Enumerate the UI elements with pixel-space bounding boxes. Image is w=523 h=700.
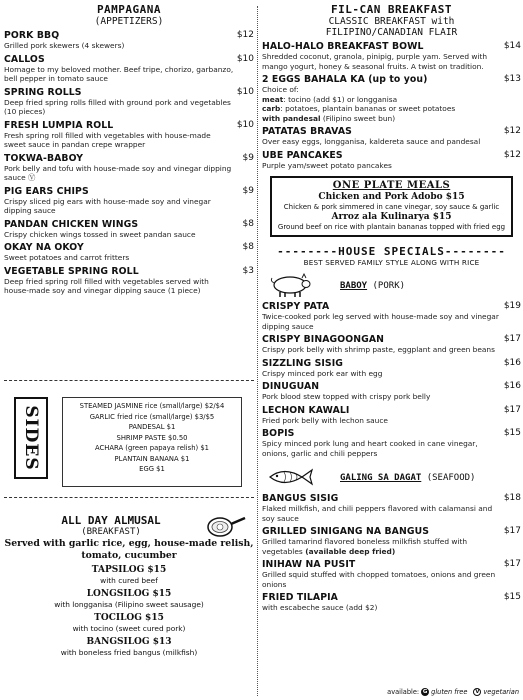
sides-label-box (14, 397, 48, 479)
item-pandesal (262, 114, 521, 124)
filcan-subtitle-1: CLASSIC BREAKFAST with (328, 16, 455, 27)
item-name: PATATAS BRAVAS (262, 126, 352, 137)
menu-item (262, 334, 521, 355)
item-name: SPRING ROLLS (4, 86, 82, 98)
almusal-item-desc: with longganisa (Filipino sweet sausage) (54, 600, 204, 609)
pandesal-label: with pandesal (262, 113, 321, 123)
item-description-text: Spicy minced pork lung and heart cooked in cane vinegar, onions, garlic and chili peppers (262, 439, 478, 458)
item-description (262, 369, 521, 379)
menu-item (262, 301, 521, 331)
one-plate-title: ONE PLATE MEALS (332, 180, 451, 191)
dietary-legend (387, 688, 519, 696)
item-price: $16 (503, 357, 521, 368)
item-price: $17 (503, 559, 521, 569)
almusal-item-name: TOCILOG $15 (94, 613, 164, 623)
item-description (4, 41, 254, 51)
menu-item (4, 153, 254, 183)
category-translation: (SEAFOOD) (426, 473, 476, 483)
item-name: CRISPY BINAGOONGAN (262, 334, 385, 345)
one-plate-item-name: Arroz ala Kulinarya $15 (331, 212, 452, 222)
almusal-section (4, 514, 254, 658)
item-price: $19 (503, 301, 521, 311)
item-name: 2 EGGS BAHALA KA (up to you) (262, 74, 428, 85)
category-dagat (262, 464, 521, 490)
item-description-text: Fresh spring roll filled with vegetables with house-made sweet sauce in pandan crepe wrapper (4, 130, 211, 149)
item-price: $9 (242, 152, 254, 163)
item-name: UBE PANCAKES (262, 149, 343, 161)
item-description-text: Crispy chicken wings tossed in sweet pandan sauce (4, 229, 196, 239)
sides-title: SIDES (21, 405, 41, 471)
item-carb-choice (262, 104, 521, 114)
item-description (262, 439, 521, 458)
category-baboy (262, 272, 521, 298)
item-name: VEGETABLE SPRING ROLL (4, 265, 139, 277)
item-description (262, 504, 521, 523)
item-price: $12 (503, 149, 521, 160)
item-price: $13 (503, 74, 521, 84)
item-price: $17 (503, 404, 521, 415)
divider-line (4, 380, 254, 381)
item-price: $17 (503, 334, 521, 344)
item-description-text: Twice-cooked pork leg served with house-made soy and vinegar dipping sauce (262, 312, 499, 331)
menu-item (262, 405, 521, 426)
item-name: BANGUS SISIG (262, 493, 339, 504)
sides-item: PANDESAL $1 (128, 423, 176, 431)
menu-item (262, 493, 521, 523)
item-description (4, 65, 254, 84)
house-specials-title: --------HOUSE SPECIALS-------- (277, 245, 506, 258)
item-price: $10 (236, 53, 254, 64)
menu-item (4, 120, 254, 150)
category-label (340, 473, 475, 483)
item-description-text: Grilled tamarind flavored boneless milkfish stuffed with vegetables (262, 537, 468, 556)
item-description (4, 197, 254, 216)
item-description (262, 537, 521, 556)
pig-icon (266, 272, 314, 298)
item-name: CRISPY PATA (262, 301, 330, 312)
sides-item: SHRIMP PASTE $0.50 (116, 433, 188, 442)
item-description-text: Crispy pork belly with shrimp paste, eggplant and green beans (262, 345, 495, 354)
item-price: $18 (503, 493, 521, 503)
almusal-item (4, 589, 254, 610)
menu-item (262, 358, 521, 379)
menu-item-patatas-bravas (262, 126, 521, 147)
sides-item: ACHARA (green papaya relish) $1 (95, 444, 209, 452)
almusal-subtitle: (BREAKFAST) (81, 527, 141, 537)
almusal-title: ALL DAY ALMUSAL (61, 514, 161, 527)
meat-options: : tocino (add $1) or longganisa (283, 94, 398, 104)
filcan-title: FIL-CAN BREAKFAST (330, 4, 453, 16)
item-price: $10 (236, 86, 254, 97)
item-description (4, 164, 254, 183)
item-name: DINUGUAN (262, 381, 320, 392)
appetizers-list (4, 30, 254, 296)
item-price: $9 (242, 185, 254, 196)
menu-item-2-eggs (262, 74, 521, 123)
item-price: $15 (503, 592, 521, 602)
item-description (262, 416, 521, 426)
almusal-item (4, 565, 254, 586)
item-description-text: Deep fried spring roll filled with vegetables served with house-made soy and vinegar dipping sauce (1 piece) (4, 276, 209, 295)
carb-label: carb (262, 104, 281, 113)
item-name: HALO-HALO BREAKFAST BOWL (262, 41, 424, 52)
menu-item (262, 381, 521, 402)
item-description-text: Crispy minced pork ear with egg (262, 368, 383, 378)
appetizers-title: PAMPAGANA (96, 4, 162, 16)
item-name: FRESH LUMPIA ROLL (4, 119, 114, 131)
sides-item: STEAMED JASMINE rice (small/large) $2/$4 (79, 402, 225, 410)
one-plate-item-name: Chicken and Pork Adobo $15 (318, 192, 465, 202)
item-price: $12 (503, 126, 521, 136)
menu-item (4, 30, 254, 51)
appetizers-subtitle: (APPETIZERS) (94, 16, 164, 27)
almusal-item-desc: with cured beef (100, 576, 158, 585)
legend-gluten-free: gluten free (431, 688, 468, 696)
menu-item (4, 186, 254, 216)
category-label (340, 281, 405, 291)
sides-section (4, 394, 254, 490)
item-description: Purple yam/sweet potato pancakes (262, 160, 392, 170)
item-description-text: Pork blood stew topped with crispy pork belly (262, 392, 431, 401)
item-description-text: Grilled pork skewers (4 skewers) (4, 41, 125, 50)
item-description (262, 345, 521, 355)
column-divider (257, 6, 258, 696)
meat-label: meat (262, 94, 284, 104)
menu-item-halo-halo (262, 41, 521, 71)
item-meat-choice (262, 95, 521, 105)
category-name: GALING SA DAGAT (340, 473, 422, 483)
almusal-item-name: LONGSILOG $15 (86, 589, 172, 599)
item-description-text: Fried pork belly with lechon sauce (262, 415, 388, 425)
one-plate-item-desc: Chicken & pork simmered in cane vinegar, soy sauce & garlic (283, 203, 500, 211)
sides-item: PLANTAIN BANANA $1 (114, 454, 190, 463)
menu-item (262, 559, 521, 589)
item-description (262, 392, 521, 402)
item-price: $10 (236, 119, 254, 130)
dagat-list (262, 493, 521, 613)
sides-item: GARLIC fried rice (small/large) $3/$5 (89, 412, 215, 421)
item-price: $8 (242, 218, 254, 229)
item-description (262, 603, 521, 613)
item-description (4, 131, 254, 150)
menu-item (4, 266, 254, 296)
almusal-item (4, 637, 254, 658)
item-price: $15 (503, 428, 521, 438)
category-name: BABOY (340, 281, 368, 291)
item-name: PIG EARS CHIPS (4, 185, 89, 197)
item-description (4, 277, 254, 296)
menu-item (4, 87, 254, 117)
item-price: $12 (236, 30, 254, 40)
item-name: TOKWA-BABOY (4, 152, 84, 164)
item-description-text: with escabeche sauce (add $2) (262, 603, 378, 612)
almusal-list (4, 565, 254, 658)
item-description-text: Grilled squid stuffed with chopped tomatoes, onions and green onions (262, 570, 496, 589)
frying-pan-icon (206, 514, 246, 540)
item-name: SIZZLING SISIG (262, 357, 344, 369)
divider-line (4, 497, 254, 498)
item-description (4, 230, 254, 240)
legend-available-label: available: (387, 688, 420, 696)
almusal-item-name: TAPSILOG $15 (91, 565, 167, 575)
item-description (4, 98, 254, 117)
item-name: PANDAN CHICKEN WINGS (4, 218, 139, 230)
menu-item (262, 526, 521, 556)
baboy-list (262, 301, 521, 458)
vegetarian-icon: V (475, 689, 480, 695)
item-name: OKAY NA OKOY (4, 242, 84, 253)
item-description-text: Deep fried spring rolls filled with ground pork and vegetables (10 pieces) (4, 97, 231, 116)
left-column (4, 4, 254, 296)
category-translation: (PORK) (372, 281, 406, 291)
item-price: $8 (242, 242, 254, 252)
menu-item (4, 242, 254, 263)
item-description-text: Crispy sliced pig ears with house-made soy and vinegar dipping sauce (4, 196, 211, 215)
item-description: Shredded coconut, granola, pinipig, purple yam. Served with mango yogurt, honey & seasonal fruits. A twist on tradition. (262, 52, 488, 71)
item-description (4, 253, 254, 263)
almusal-served-note: Served with garlic rice, egg, house-made relish, tomato, cucumber (4, 538, 254, 561)
gluten-free-icon: G (422, 689, 428, 695)
item-name: INIHAW NA PUSIT (262, 559, 356, 570)
menu-item (4, 219, 254, 240)
fish-icon (266, 464, 316, 490)
item-note: (available deep fried) (302, 546, 396, 556)
almusal-item-desc: with boneless fried bangus (milkfish) (60, 648, 198, 657)
item-price: $16 (503, 381, 521, 391)
item-price: $3 (242, 265, 254, 276)
item-description (262, 312, 521, 331)
menu-item-ube-pancakes (262, 150, 521, 171)
legend-vegetarian: vegetarian (483, 688, 519, 696)
item-description: Over easy eggs, longganisa, kaldereta sauce and pandesal (262, 137, 481, 146)
item-description (262, 570, 521, 589)
item-name: PORK BBQ (4, 30, 60, 41)
item-name: LECHON KAWALI (262, 404, 350, 416)
item-name: FRIED TILAPIA (262, 592, 338, 603)
item-name: BOPIS (262, 428, 295, 439)
item-description-text: Sweet potatoes and carrot fritters (4, 253, 130, 262)
menu-item (262, 592, 521, 613)
pandesal-note: (Filipino sweet bun) (320, 113, 396, 123)
item-choice: Choice of: (262, 85, 299, 94)
item-price: $17 (503, 526, 521, 536)
one-plate-meals-box (270, 176, 513, 237)
almusal-item (4, 613, 254, 634)
item-name: GRILLED SINIGANG NA BANGUS (262, 526, 430, 537)
item-description-text: Pork belly and tofu with house-made soy and vinegar dipping sauce Ⓥ (4, 163, 232, 182)
menu-item (262, 428, 521, 458)
item-description-text: Homage to my beloved mother. Beef tripe, chorizo, garbanzo, bell pepper in tomato sauce (4, 64, 234, 83)
sides-item: EGG $1 (139, 465, 165, 473)
item-name: CALLOS (4, 53, 45, 65)
filcan-subtitle-2: FILIPINO/CANADIAN FLAIR (325, 27, 458, 38)
house-specials-subtitle: BEST SERVED FAMILY STYLE ALONG WITH RICE (303, 258, 480, 267)
almusal-item-desc: with tocino (sweet cured pork) (72, 624, 186, 633)
almusal-item-name: BANGSILOG $13 (86, 637, 172, 647)
right-column (262, 4, 521, 613)
item-price: $14 (503, 41, 521, 51)
sides-list (62, 397, 242, 487)
item-description-text: Flaked milkfish, and chili peppers flavored with calamansi and soy sauce (262, 504, 493, 523)
menu-item (4, 54, 254, 84)
one-plate-item-desc: Ground beef on rice with plantain bananas topped with fried egg (277, 223, 506, 231)
carb-options: : potatoes, plantain bananas or sweet potatoes (280, 104, 456, 113)
